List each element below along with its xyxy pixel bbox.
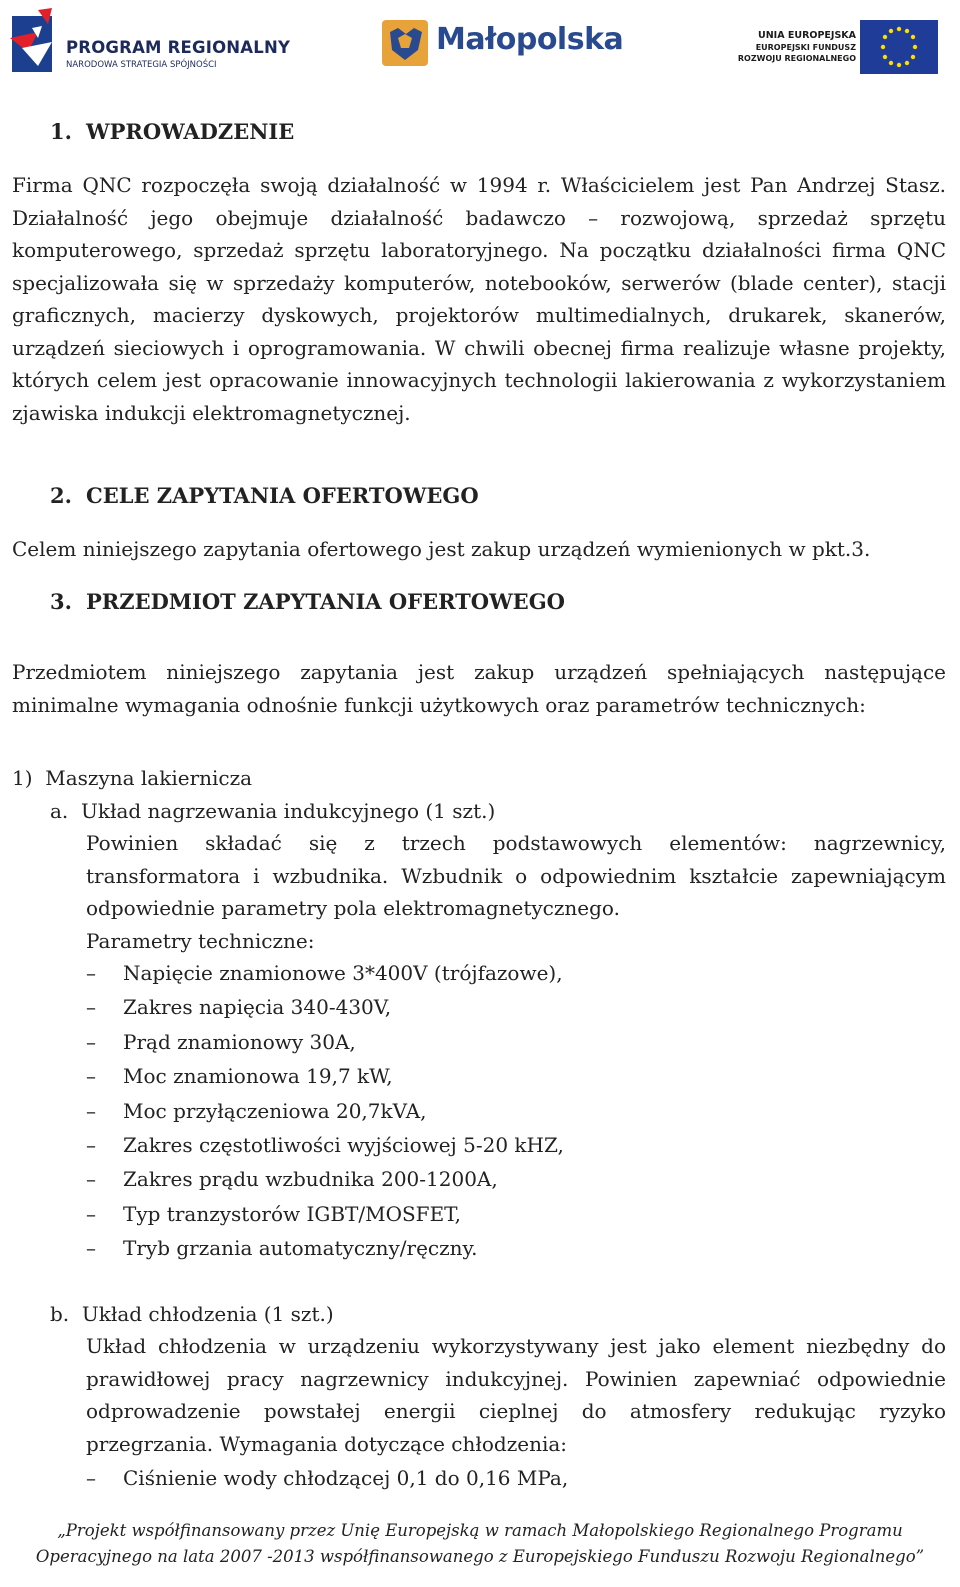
sub-a-param-list [12,956,946,1266]
section-1 [12,117,946,147]
section-2-body: Celem niniejszego zapytania ofertowego jest zakup urządzeń wymienionych w pkt.3. [12,537,871,561]
section-3 [12,587,946,617]
section-1-body: Firma QNC rozpoczęła swoją działalność w 1994 r. Właścicielem jest Pan Andrzej Stasz. Działalność jego obejmuje działalność badawczo – rozwojową, sprzedaż sprzętu komputerowego, sprzedaż sprzętu laboratoryjnego. Na początku działalności firma QNC specjalizowała się w sprzedaży komputerów, notebooków, serwerów (blade center), stacji graficznych, macierzy dyskowych, projektorów multimedialnych, drukarek, skanerów, urządzeń sieciowych i oprogramowania. W chwili obecnej firma realizuje własne projekty, których celem jest opracowanie innowacyjnych technologii lakierowania z wykorzystaniem zjawiska indukcji elektromagnetycznej. [12,173,946,425]
section-2 [12,481,946,511]
malopolska-name: Małopolska [436,22,624,57]
program-star-icon [8,8,58,76]
section-2-number: 2. [50,483,72,508]
param-item: – Prąd znamionowy 30A, [12,1025,946,1059]
item-1-title: 1) Maszyna lakiernicza [12,766,253,790]
eu-logo [728,20,938,76]
sub-a-params [12,956,946,1266]
section-3-body-block [12,656,946,721]
program-subtitle: NARODOWA STRATEGIA SPÓJNOŚCI [66,60,217,70]
param-item: – Zakres prądu wzbudnika 200-1200A, [12,1162,946,1196]
param-item: – Moc znamionowa 19,7 kW, [12,1059,946,1093]
sub-b-body: Układ chłodzenia w urządzeniu wykorzystywany jest jako element niezbędny do prawidłowej pracy nagrzewnicy indukcyjnej. Powinien zapewniać odpowiednie odprowadzenie powstałej energii cieplnej do atmosfery redukując ryzyko przegrzania. Wymagania dotyczące chłodzenia: [86,1334,946,1456]
sub-b [12,1298,946,1331]
section-1-number: 1. [50,119,72,144]
eu-line1: UNIA EUROPEJSKA [758,30,856,41]
section-1-title: WPROWADZENIE [86,119,295,144]
param-item: – Tryb grzania automatyczny/ręczny. [12,1231,946,1265]
section-2-heading [12,481,946,511]
footer [0,1518,960,1570]
sub-b-title: b. Układ chłodzenia (1 szt.) [50,1302,334,1326]
section-2-body-block [12,533,946,566]
sub-a-body: Powinien składać się z trzech podstawowych elementów: nagrzewnicy, transformatora i wzbudnika. Wzbudnik o odpowiednim kształcie zapewniającym odpowiednie parametry pola elektromagnetycznego. [86,831,946,920]
sub-a-params-label: Parametry techniczne: [86,928,315,953]
footer-line1: „Projekt współfinansowany przez Unię Europejską w ramach Małopolskiego Regionalnego Programu [57,1521,903,1540]
param-item: – Ciśnienie wody chłodzącej 0,1 do 0,16 MPa, [12,1461,946,1495]
param-item: – Zakres napięcia 340-430V, [12,990,946,1024]
section-3-number: 3. [50,589,72,614]
param-item: – Napięcie znamionowe 3*400V (trójfazowe), [12,956,946,990]
sub-a [12,795,946,828]
sub-b-param-list [12,1461,946,1495]
program-title: PROGRAM REGIONALNY [66,38,291,57]
eu-line2: EUROPEJSKI FUNDUSZ [755,43,856,52]
sub-b-params [12,1461,946,1495]
section-1-body-block [12,169,946,429]
section-3-title: PRZEDMIOT ZAPYTANIA OFERTOWEGO [86,589,565,614]
malopolska-logo [382,20,624,70]
eu-line3: ROZWOJU REGIONALNEGO [737,54,856,63]
malopolska-crest-icon [382,20,428,66]
header-logos [0,0,960,90]
footer-line2: Operacyjnego na lata 2007 -2013 współfinansowanego z Europejskiego Funduszu Rozwoju Regionalnego” [35,1547,925,1566]
section-3-heading [12,587,946,617]
param-item: – Typ tranzystorów IGBT/MOSFET, [12,1197,946,1231]
sub-a-body-block [12,827,946,957]
param-item: – Moc przyłączeniowa 20,7kVA, [12,1094,946,1128]
eu-flag-icon [860,20,938,74]
program-regionalny-logo [8,8,291,78]
section-3-body: Przedmiotem niniejszego zapytania jest zakup urządzeń spełniających następujące minimalne wymagania odnośnie funkcji użytkowych oraz parametrów technicznych: [12,660,946,717]
sub-a-title: a. Układ nagrzewania indukcyjnego (1 szt.) [50,799,496,823]
section-2-title: CELE ZAPYTANIA OFERTOWEGO [86,483,479,508]
item-1 [12,762,946,795]
sub-b-body-block [12,1330,946,1460]
section-1-heading [12,117,946,147]
param-item: – Zakres częstotliwości wyjściowej 5-20 kHZ, [12,1128,946,1162]
